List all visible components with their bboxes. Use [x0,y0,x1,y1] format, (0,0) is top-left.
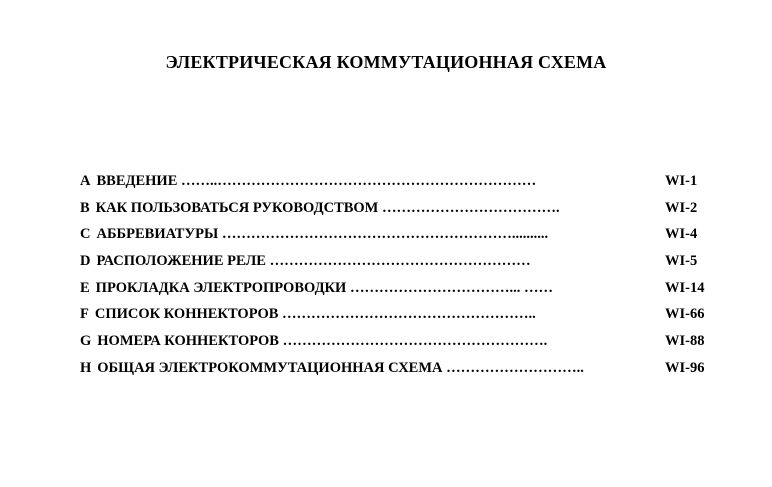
toc-line [80,250,642,272]
toc-entry-a [80,170,720,197]
table-of-contents [80,170,720,384]
toc-page-number: WI-88 [665,333,705,350]
toc-letter: H [80,359,92,376]
toc-entry-h [80,357,720,384]
toc-line [80,303,642,325]
toc-page-number: WI-14 [665,279,705,296]
toc-letter: C [80,226,91,243]
toc-line [80,223,642,245]
toc-letter: B [80,199,90,216]
toc-text: ПРОКЛАДКА ЭЛЕКТРОПРОВОДКИ ……………………………... …… [95,279,553,296]
toc-text: СПИСОК КОННЕКТОРОВ …………………………………………….. [94,306,536,323]
toc-page-number: WI-2 [665,199,698,216]
toc-page-number: WI-5 [665,253,698,270]
toc-entry-b [80,197,720,224]
toc-entry-g [80,330,720,357]
toc-letter: F [80,306,89,323]
toc-text: АББРЕВИАТУРЫ …………………………………………………….......... [96,226,549,243]
page-title: ЭЛЕКТРИЧЕСКАЯ КОММУТАЦИОННАЯ СХЕМА [165,52,607,72]
toc-letter: A [80,173,91,189]
toc-entry-d [80,250,720,277]
toc-line [80,357,642,379]
toc-entry-e [80,277,720,304]
toc-letter: E [80,279,90,296]
toc-text: РАСПОЛОЖЕНИЕ РЕЛЕ ……………………………………………… [96,253,531,270]
toc-page-number: WI-96 [665,359,705,376]
toc-line [80,277,642,299]
toc-page-number: WI-1 [665,173,698,189]
toc-entry-c [80,223,720,250]
toc-text: ВВЕДЕНИЕ ……..………………………………………………………… [96,173,537,189]
toc-letter: D [80,253,91,270]
toc-letter: G [80,333,92,350]
toc-entry-f [80,303,720,330]
toc-text: КАК ПОЛЬЗОВАТЬСЯ РУКОВОДСТВОМ ………………………………. [95,199,560,216]
toc-line [80,330,642,352]
toc-text: НОМЕРА КОННЕКТОРОВ ………………………………………………. [97,333,548,350]
toc-page-number: WI-4 [665,226,698,243]
toc-line [80,197,642,219]
toc-line [80,170,642,192]
toc-page-number: WI-66 [665,306,705,323]
toc-text: ОБЩАЯ ЭЛЕКТРОКОММУТАЦИОННАЯ СХЕМА ……………………….. [97,359,584,376]
